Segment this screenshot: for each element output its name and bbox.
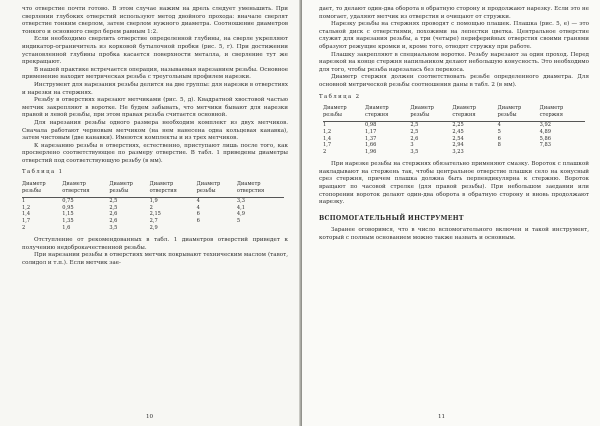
table-cell: 1,66 bbox=[365, 142, 377, 149]
table-row bbox=[323, 129, 585, 136]
table-cell: 6 bbox=[196, 211, 200, 218]
page-number-right: 11 bbox=[438, 414, 446, 420]
left-paragraph: Для нарезания резьбы одного размера необходим комплект из двух метчиков. Сначала работают черновым метчиком (на нем нанесена одна кольцевая канавка), затем чистовым (две канавки). Имеются комплекты и из трех метчиков. bbox=[22, 119, 288, 142]
table-header-cell: Диаметр стержня bbox=[365, 104, 410, 122]
table-header-row bbox=[22, 180, 284, 198]
table-cell: 4 bbox=[196, 204, 200, 211]
table-2 bbox=[323, 104, 585, 155]
table-cell: 4,1 bbox=[236, 204, 245, 211]
table-cell: 4 bbox=[196, 198, 200, 205]
table-cell: 2,5 bbox=[109, 198, 118, 205]
table-header-cell: Диаметр резьбы bbox=[323, 104, 365, 122]
table-cell: 5 bbox=[236, 218, 241, 225]
table-1 bbox=[22, 180, 284, 231]
right-text-column bbox=[319, 6, 589, 243]
table-cell: 1,9 bbox=[149, 198, 158, 205]
table-cell: 2,5 bbox=[410, 122, 419, 129]
table-cell: 2,9 bbox=[149, 224, 158, 231]
table-header-cell: Диаметр отверстия bbox=[150, 180, 197, 198]
table-cell: 2,6 bbox=[410, 135, 419, 142]
table-cell: 1,17 bbox=[365, 128, 377, 135]
table-cell: 2 bbox=[22, 224, 26, 231]
table-cell: 2,7 bbox=[149, 218, 158, 225]
table-row bbox=[22, 211, 284, 218]
table-row bbox=[22, 198, 284, 205]
table-cell: 1,4 bbox=[323, 135, 332, 142]
table-cell: 1,37 bbox=[365, 135, 377, 142]
table-cell: 1,15 bbox=[62, 211, 74, 218]
table-header-cell: Диаметр отверстия bbox=[237, 180, 284, 198]
table-header-cell: Диаметр стержня bbox=[452, 104, 497, 122]
table-cell: 1 bbox=[22, 198, 26, 205]
table-cell: 2,6 bbox=[109, 211, 118, 218]
table-cell: 2 bbox=[149, 204, 153, 211]
table-cell: 3 bbox=[410, 142, 414, 149]
right-paragraph: Диаметр стержня должен соответствовать резьбе определенного диаметра. Для основной метрической резьбы соотношения даны в табл. 2 (в мм). bbox=[319, 74, 589, 88]
table-header-cell: Диаметр резьбы bbox=[109, 180, 149, 198]
table-row bbox=[323, 142, 585, 149]
table-row bbox=[323, 136, 585, 143]
left-paragraph: При нарезании резьбы в отверстиях метчик покрывают техническим маслом (тавот, солидол и т.п.). Если метчик зае- bbox=[22, 252, 288, 266]
table-cell: 1,96 bbox=[365, 148, 377, 155]
table-cell: 5 bbox=[497, 128, 501, 135]
table-1-caption: Таблица 1 bbox=[22, 169, 64, 176]
table-cell: 2,94 bbox=[452, 142, 464, 149]
left-paragraph: К нарезанию резьбы в отверстиях, естественно, приступают лишь после того, как просверлено соответствующее по размеру отверстие. В табл. 1 приведены диаметры отверстий под соответствующую резьбу (в мм). bbox=[22, 142, 288, 164]
table-cell: 6 bbox=[497, 135, 501, 142]
table-cell: 8 bbox=[497, 142, 501, 149]
table-header-cell: Диаметр стержня bbox=[540, 104, 585, 122]
table-cell: 5,86 bbox=[539, 135, 552, 142]
table-cell bbox=[237, 225, 284, 232]
table-cell: 1,6 bbox=[62, 224, 71, 231]
left-paragraph: Инструмент для нарезания резьбы делится на две группы: для нарезки в отверстиях и нарезки на стержнях. bbox=[22, 81, 288, 96]
left-paragraph: что отверстие почти готово. В этом случае нажим на дрель следует уменьшить. При сверлении глубоких отверстий используют метод двойного прохода: вначале сверлят отверстие тонким сверлом, затем сверлом нужного диаметра. Соотношение диаметров тонкого и основного сверл берем равным 1:2. bbox=[22, 6, 288, 35]
table-cell bbox=[498, 149, 540, 156]
table-cell: 3,5 bbox=[410, 148, 419, 155]
left-paragraph: В нашей практике встречается операция, называемая нарезанием резьбы. Основное применение находит метрическая резьба с треугольным профилем нарезки. bbox=[22, 66, 288, 81]
table-row bbox=[22, 225, 284, 232]
table-cell: 2,45 bbox=[452, 128, 464, 135]
table-cell: 0,95 bbox=[62, 204, 74, 211]
table-cell: 1,7 bbox=[22, 218, 31, 225]
table-cell: 2,15 bbox=[149, 211, 161, 218]
table-cell: 1,2 bbox=[323, 128, 332, 135]
left-paragraph: Если необходимо сверлить отверстие определенной глубины, на сверле укрепляют индикатор-ограничитель из корковой бутылочной пробки (рис. 5, г). При достижении установленной глубины пробка касается поверхности металла, и сверление тут же прекращают. bbox=[22, 36, 288, 66]
table-cell bbox=[197, 225, 237, 232]
table-row bbox=[22, 218, 284, 225]
table-cell: 3,3 bbox=[236, 198, 245, 205]
table-cell: 2 bbox=[323, 148, 327, 155]
right-paragraph: Заранее оговоримся, что в число вспомогательного включен и такой инструмент, который с полным основанием можно также назвать и основным. bbox=[319, 227, 589, 242]
table-cell: 2,6 bbox=[109, 218, 118, 225]
table-cell: 2,5 bbox=[109, 204, 118, 211]
table-cell: 3,5 bbox=[109, 224, 118, 231]
table-header-cell: Диаметр резьбы bbox=[22, 180, 62, 198]
table-cell: 2,25 bbox=[452, 122, 464, 129]
right-paragraph: Нарезку резьбы на стержнях проводят с помощью плашек. Плашка (рис. 5, е) — это стальной диск с отверстиями, похожими на лепестки цветка. Центральное отверстие служит для нарезания резьбы, а три (четыре) периферийных отверстия своими гранями образуют режущие кромки и, кроме того, отводят стружку при работе. bbox=[319, 21, 589, 50]
table-cell bbox=[540, 149, 585, 156]
table-header-cell: Диаметр отверстия bbox=[62, 180, 109, 198]
table-cell: 3,92 bbox=[539, 122, 552, 129]
right-paragraph: При нарезке резьбы на стержнях обязательно применяют смазку. Вороток с плашкой накладывают на стержень так, чтобы центральное отверстие плашки село на конусный срез стержня, причем плашка должна быть перпендикулярна к стержню. Вороток вращают по часовой стрелке (для правой резьбы). При небольшом заедании или стопорении вороток делают один-два оборота в обратную сторону и вновь продолжают нарезку. bbox=[319, 161, 589, 206]
table-header-cell: Диаметр резьбы bbox=[197, 180, 237, 198]
table-header-cell: Диаметр резьбы bbox=[410, 104, 452, 122]
table-cell: 2,5 bbox=[410, 128, 419, 135]
table-cell: 0,98 bbox=[365, 122, 377, 129]
left-paragraph: Отступление от рекомендованных в табл. 1 диаметров отверстий приведет к получению недоброкачественной резьбы. bbox=[22, 237, 288, 251]
table-row bbox=[323, 149, 585, 156]
table-cell: 4,89 bbox=[539, 128, 552, 135]
table-row bbox=[323, 122, 585, 129]
table-cell: 1 bbox=[323, 122, 327, 129]
table-2-caption: Таблица 2 bbox=[319, 93, 361, 100]
table-cell: 6 bbox=[196, 218, 200, 225]
table-cell: 2,54 bbox=[452, 135, 464, 142]
table-row bbox=[22, 205, 284, 212]
left-paragraph: Резьбу в отверстиях нарезают метчиками (рис. 5, д). Квадратной хвостовой частью метчик закрепляют в воротке. Не будем забывать, что метчики бывают для нарезки правой и левой резьбы, при этом правая резьба считается основной. bbox=[22, 97, 288, 119]
table-cell: 1,2 bbox=[22, 204, 31, 211]
right-paragraph: Плашку закрепляют в специальном воротке. Резьбу нарезают за один проход. Перед нарезкой на конце стержня напильником делают небольшую конусность. Это необходимо для того, чтобы резьба нарезалась без перекоса. bbox=[319, 51, 589, 73]
table-header-row bbox=[323, 104, 585, 122]
section-heading: ВСПОМОГАТЕЛЬНЫЙ ИНСТРУМЕНТ bbox=[319, 214, 464, 222]
page-number-left: 10 bbox=[146, 414, 154, 420]
left-text-column bbox=[22, 6, 288, 268]
table-header-cell: Диаметр резьбы bbox=[498, 104, 540, 122]
table-cell: 1,35 bbox=[62, 218, 74, 225]
table-cell: 7,83 bbox=[539, 142, 552, 149]
table-cell: 0,75 bbox=[62, 198, 74, 205]
table-cell: 1,7 bbox=[323, 142, 332, 149]
table-cell: 3,23 bbox=[452, 148, 464, 155]
table-cell: 1,4 bbox=[22, 211, 31, 218]
right-paragraph: дает, то делают один-два оборота в обратную сторону и продолжают нарезку. Если это не помогает, удаляют метчик из отверстия и очищают от стружки. bbox=[319, 6, 589, 20]
table-cell: 4 bbox=[497, 122, 501, 129]
right-page bbox=[302, 0, 600, 426]
table-cell: 4,9 bbox=[236, 211, 245, 218]
